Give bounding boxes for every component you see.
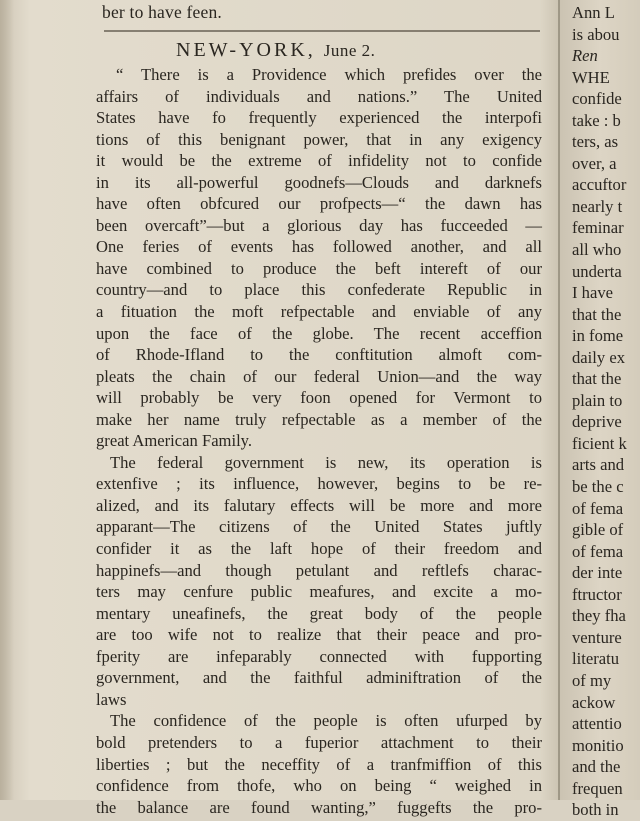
adjacent-column-line: monitio bbox=[572, 735, 624, 755]
adjacent-column-line: der inte bbox=[572, 563, 623, 583]
article-line: country—and to place this confederate Republic in bbox=[96, 280, 542, 300]
article-line: make her name truly refpectable as a member of the bbox=[96, 409, 542, 429]
article-line: confidence from thofe, who on being “ weighed in bbox=[96, 776, 542, 796]
article-line: happinefs—and though petulant and reftlefs charac- bbox=[96, 560, 542, 580]
adjacent-column-line: frequen bbox=[572, 778, 623, 798]
adjacent-column-line: in fome bbox=[572, 326, 624, 346]
article-line: have often obfcured our profpects—“ the dawn has bbox=[96, 194, 542, 214]
adjacent-column-line: of fema bbox=[572, 498, 624, 518]
adjacent-column-line: deprive bbox=[572, 412, 622, 432]
article-line: confider it as the laft hope of their freedom and bbox=[96, 539, 542, 559]
adjacent-column-line: Ann L bbox=[572, 3, 615, 22]
article-line: ters may cenfure public meafures, and excite a mo- bbox=[96, 582, 542, 602]
article-line: apparant—The citizens of the United States juftly bbox=[96, 517, 542, 537]
article-line: it would be the extreme of infidelity not to confide bbox=[96, 151, 542, 171]
adjacent-column-line: they fha bbox=[572, 606, 626, 626]
column-divider-rule bbox=[558, 0, 560, 800]
adjacent-column-line: arts and bbox=[572, 455, 625, 475]
article-line: have combined to produce the beft intereft of our bbox=[96, 258, 542, 278]
adjacent-column-line: take : b bbox=[572, 110, 621, 130]
article-line: fperity are infeparably connected with fupporting bbox=[96, 646, 542, 666]
adjacent-column-line: of my bbox=[572, 670, 612, 690]
article-line: will probably be very foon opened for Vermont to bbox=[96, 388, 542, 408]
dateline-date: June 2. bbox=[323, 41, 376, 60]
adjacent-column-line: daily ex bbox=[572, 347, 625, 367]
adjacent-column-line: underta bbox=[572, 261, 622, 281]
article-line: been overcaft”—but a glorious day has fucceeded — bbox=[96, 215, 542, 235]
adjacent-column-line: is abou bbox=[572, 24, 620, 44]
adjacent-column-line: literatu bbox=[572, 649, 619, 669]
article-line: the balance are found wanting,” fuggefts the pro- bbox=[96, 797, 542, 817]
adjacent-column-line: plain to bbox=[572, 390, 623, 410]
article-line: The federal government is new, its operation is bbox=[110, 452, 542, 472]
adjacent-column-line: of fema bbox=[572, 541, 624, 561]
article-line: bold pretenders to a fuperior attachment to their bbox=[96, 732, 542, 752]
article-line: mentary uneafinefs, the great body of the people bbox=[96, 603, 542, 623]
adjacent-column-line: Ren bbox=[572, 46, 598, 66]
adjacent-column-line: feminar bbox=[572, 218, 624, 238]
article-line: tions of this benignant power, that in any exigency bbox=[96, 129, 542, 149]
adjacent-column-line: attentio bbox=[572, 714, 622, 734]
article-line: great American Family. bbox=[96, 431, 253, 451]
page-edge-shadow bbox=[0, 0, 14, 800]
adjacent-column-line: over, a bbox=[572, 153, 617, 173]
article-line: government, and the faithful adminiftration of the bbox=[96, 668, 542, 688]
article-line: a fituation the moft refpectable and enviable of any bbox=[96, 302, 542, 322]
article-line: extenfive ; its influence, however, begins to be re- bbox=[96, 474, 542, 494]
adjacent-column-line: nearly t bbox=[572, 196, 623, 216]
adjacent-column-line: I have bbox=[572, 283, 613, 303]
article-line: “ There is a Providence which prefides over the bbox=[116, 65, 542, 84]
article-body bbox=[96, 64, 542, 818]
article-divider-rule bbox=[104, 30, 540, 32]
adjacent-column-fragment bbox=[572, 2, 627, 821]
article-line: in its all-powerful goodnefs—Clouds and darknefs bbox=[96, 172, 542, 192]
article-line: The confidence of the people is often ufurped by bbox=[110, 711, 542, 731]
article-line: upon the face of the globe. The recent acceffion bbox=[96, 323, 542, 343]
adjacent-column-line: both in bbox=[572, 800, 619, 820]
previous-article-fragment: ber to have feen. bbox=[102, 2, 223, 22]
adjacent-column-line: that the bbox=[572, 304, 622, 324]
article-line: liberties ; but the neceffity of a tranfmiffion of this bbox=[96, 754, 542, 774]
adjacent-column-line: and the bbox=[572, 757, 621, 777]
adjacent-column-line: ters, as bbox=[572, 132, 619, 152]
article-line: One feries of events has followed another, and all bbox=[96, 237, 542, 257]
adjacent-column-line: ftructor bbox=[572, 584, 622, 604]
article-line: States have fo frequently experienced the interpofi bbox=[96, 108, 542, 128]
adjacent-column-line: accuftor bbox=[572, 175, 627, 195]
adjacent-column-line: gible of bbox=[572, 520, 624, 540]
article-line: alized, and its falutary effects will be more and more bbox=[96, 495, 542, 515]
adjacent-column-line: WHE bbox=[572, 67, 610, 87]
dateline-headline bbox=[176, 39, 375, 62]
article-line: are too wife not to realize that their peace and pro- bbox=[96, 625, 542, 645]
adjacent-column-line: venture bbox=[572, 627, 622, 647]
adjacent-column-line: ficient k bbox=[572, 433, 627, 453]
adjacent-column-line: be the c bbox=[572, 477, 624, 497]
adjacent-column-line: all who bbox=[572, 240, 622, 260]
article-line: pleats the chain of our federal Union—and the way bbox=[96, 366, 542, 386]
adjacent-column-line: ackow bbox=[572, 692, 616, 712]
article-line: affairs of individuals and nations.” The United bbox=[96, 86, 542, 106]
dateline-city: NEW-YORK, bbox=[176, 39, 316, 61]
article-line: of Rhode-Ifland to the conftitution almoft com- bbox=[96, 345, 542, 365]
adjacent-column-line: that the bbox=[572, 369, 622, 389]
article-line: laws bbox=[96, 689, 127, 709]
adjacent-column-line: confide bbox=[572, 89, 622, 109]
